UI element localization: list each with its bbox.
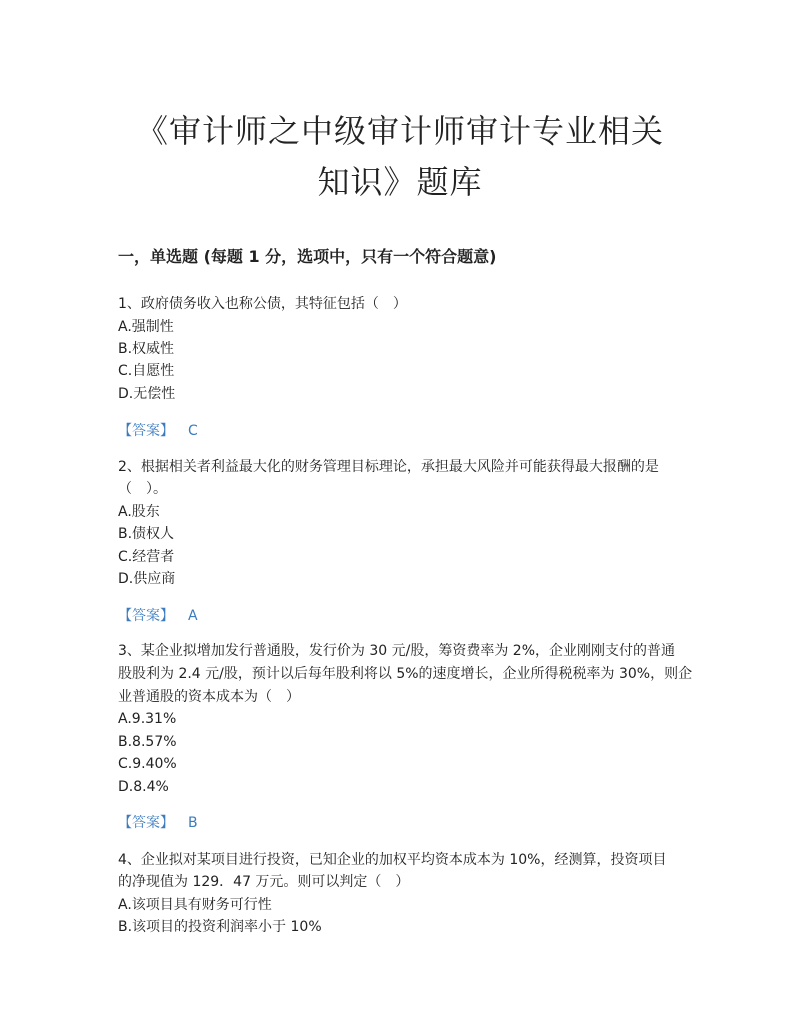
question-2-option-c: C.经营者 (118, 549, 175, 565)
question-1-option-d: D.无偿性 (118, 386, 176, 402)
question-1-stem: 1、政府债务收入也称公债，其特征包括（ ） (118, 296, 407, 312)
question-4-option-b: B.该项目的投资利润率小于 10% (118, 919, 322, 935)
question-1-option-c: C.自愿性 (118, 363, 175, 379)
question-3-stem-line2: 股股利为 2.4 元/股，预计以后每年股利将以 5%的速度增长，企业所得税税率为 30%，则企 (118, 666, 693, 682)
question-1-option-a: A.强制性 (118, 319, 174, 335)
answer-value: A (188, 608, 198, 624)
question-3-stem-line1: 3、某企业拟增加发行普通股，发行价为 30 元/股，筹资费率为 2%，企业刚刚支付的普通 (118, 643, 675, 659)
question-4-stem-line2: 的净现值为 129．47 万元。则可以判定（ ） (118, 874, 410, 890)
question-3-option-a: A.9.31% (118, 711, 177, 727)
answer-label: 【答案】 (118, 815, 174, 831)
answer-value: B (188, 815, 198, 831)
question-2-stem-line2: （ ）。 (118, 481, 167, 497)
answer-value: C (188, 423, 198, 439)
answer-label: 【答案】 (118, 423, 174, 439)
question-3-stem-line3: 业普通股的资本成本为（ ） (118, 689, 300, 705)
question-1-option-b: B.权威性 (118, 341, 175, 357)
question-3-option-b: B.8.57% (118, 734, 177, 750)
question-3-option-d: D.8.4% (118, 779, 169, 795)
section-heading: 一，单选题 (每题 1 分，选项中，只有一个符合题意) (118, 247, 497, 266)
question-2-stem-line1: 2、根据相关者利益最大化的财务管理目标理论，承担最大风险并可能获得最大报酬的是 (118, 459, 659, 475)
answer-label: 【答案】 (118, 608, 174, 624)
question-2-option-d: D.供应商 (118, 571, 176, 587)
question-1-answer (118, 420, 198, 442)
question-2-option-b: B.债权人 (118, 526, 175, 542)
document-title-line2: 知识》题库 (317, 163, 483, 201)
question-3-option-c: C.9.40% (118, 756, 177, 772)
question-4-option-a: A.该项目具有财务可行性 (118, 897, 272, 913)
question-2-answer (118, 605, 198, 627)
question-2-option-a: A.股东 (118, 504, 160, 520)
question-3-answer (118, 812, 198, 834)
document-title-line1: 《审计师之中级审计师审计专业相关 (135, 112, 664, 150)
question-4-stem-line1: 4、企业拟对某项目进行投资，已知企业的加权平均资本成本为 10%，经测算，投资项目 (118, 852, 667, 868)
